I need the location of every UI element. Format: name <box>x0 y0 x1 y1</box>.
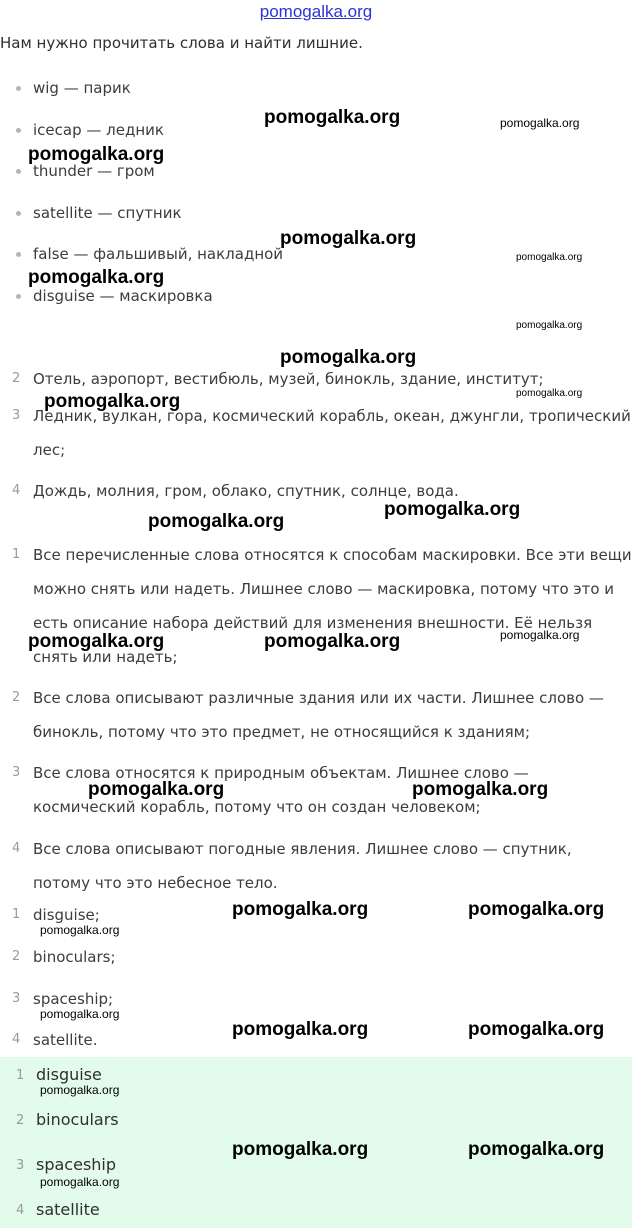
item-number: 3 <box>12 408 21 423</box>
item-number: 1 <box>12 907 21 922</box>
item-number: 3 <box>16 1158 25 1173</box>
header-site-link[interactable]: pomogalka.org <box>259 2 373 21</box>
watermark: pomogalka.org <box>280 228 417 249</box>
watermark: pomogalka.org <box>28 267 165 288</box>
bullet-icon <box>16 169 21 174</box>
item-number: 2 <box>12 949 21 964</box>
bullet-icon <box>16 252 21 257</box>
watermark: pomogalka.org <box>264 631 401 652</box>
answer-box: 1 disguise 2 binoculars 3 spaceship 4 satellite <box>0 1057 632 1228</box>
item-number: 1 <box>12 547 21 562</box>
watermark: pomogalka.org <box>516 320 583 331</box>
watermark: pomogalka.org <box>384 499 521 520</box>
watermark: pomogalka.org <box>280 347 417 368</box>
watermark: pomogalka.org <box>148 511 285 532</box>
watermark: pomogalka.org <box>500 116 580 130</box>
bullet-icon <box>16 86 21 91</box>
watermark: pomogalka.org <box>28 144 165 165</box>
watermark: pomogalka.org <box>40 1007 120 1021</box>
item-number: 1 <box>16 1068 25 1083</box>
item-number: 2 <box>16 1113 25 1128</box>
watermark: pomogalka.org <box>412 779 549 800</box>
watermark: pomogalka.org <box>500 628 580 642</box>
bullet-icon <box>16 211 21 216</box>
watermark: pomogalka.org <box>88 779 225 800</box>
item-number: 3 <box>12 765 21 780</box>
item-number: 4 <box>16 1203 25 1218</box>
watermark: pomogalka.org <box>40 923 120 937</box>
watermark: pomogalka.org <box>40 1083 120 1097</box>
watermark: pomogalka.org <box>44 391 181 412</box>
watermark: pomogalka.org <box>516 388 583 399</box>
item-number: 4 <box>12 1032 21 1047</box>
watermark: pomogalka.org <box>232 899 369 920</box>
watermark: pomogalka.org <box>40 1175 120 1189</box>
watermark: pomogalka.org <box>468 1139 605 1160</box>
watermark: pomogalka.org <box>264 107 401 128</box>
watermark: pomogalka.org <box>468 899 605 920</box>
item-number: 4 <box>12 483 21 498</box>
intro-text: Нам нужно прочитать слова и найти лишние. <box>0 34 363 52</box>
item-number: 2 <box>12 371 21 386</box>
watermark: pomogalka.org <box>468 1019 605 1040</box>
watermark: pomogalka.org <box>28 631 165 652</box>
watermark: pomogalka.org <box>232 1139 369 1160</box>
bullet-icon <box>16 294 21 299</box>
item-number: 2 <box>12 690 21 705</box>
watermark: pomogalka.org <box>516 252 583 263</box>
item-number: 4 <box>12 841 21 856</box>
bullet-icon <box>16 128 21 133</box>
watermark: pomogalka.org <box>232 1019 369 1040</box>
item-number: 3 <box>12 991 21 1006</box>
